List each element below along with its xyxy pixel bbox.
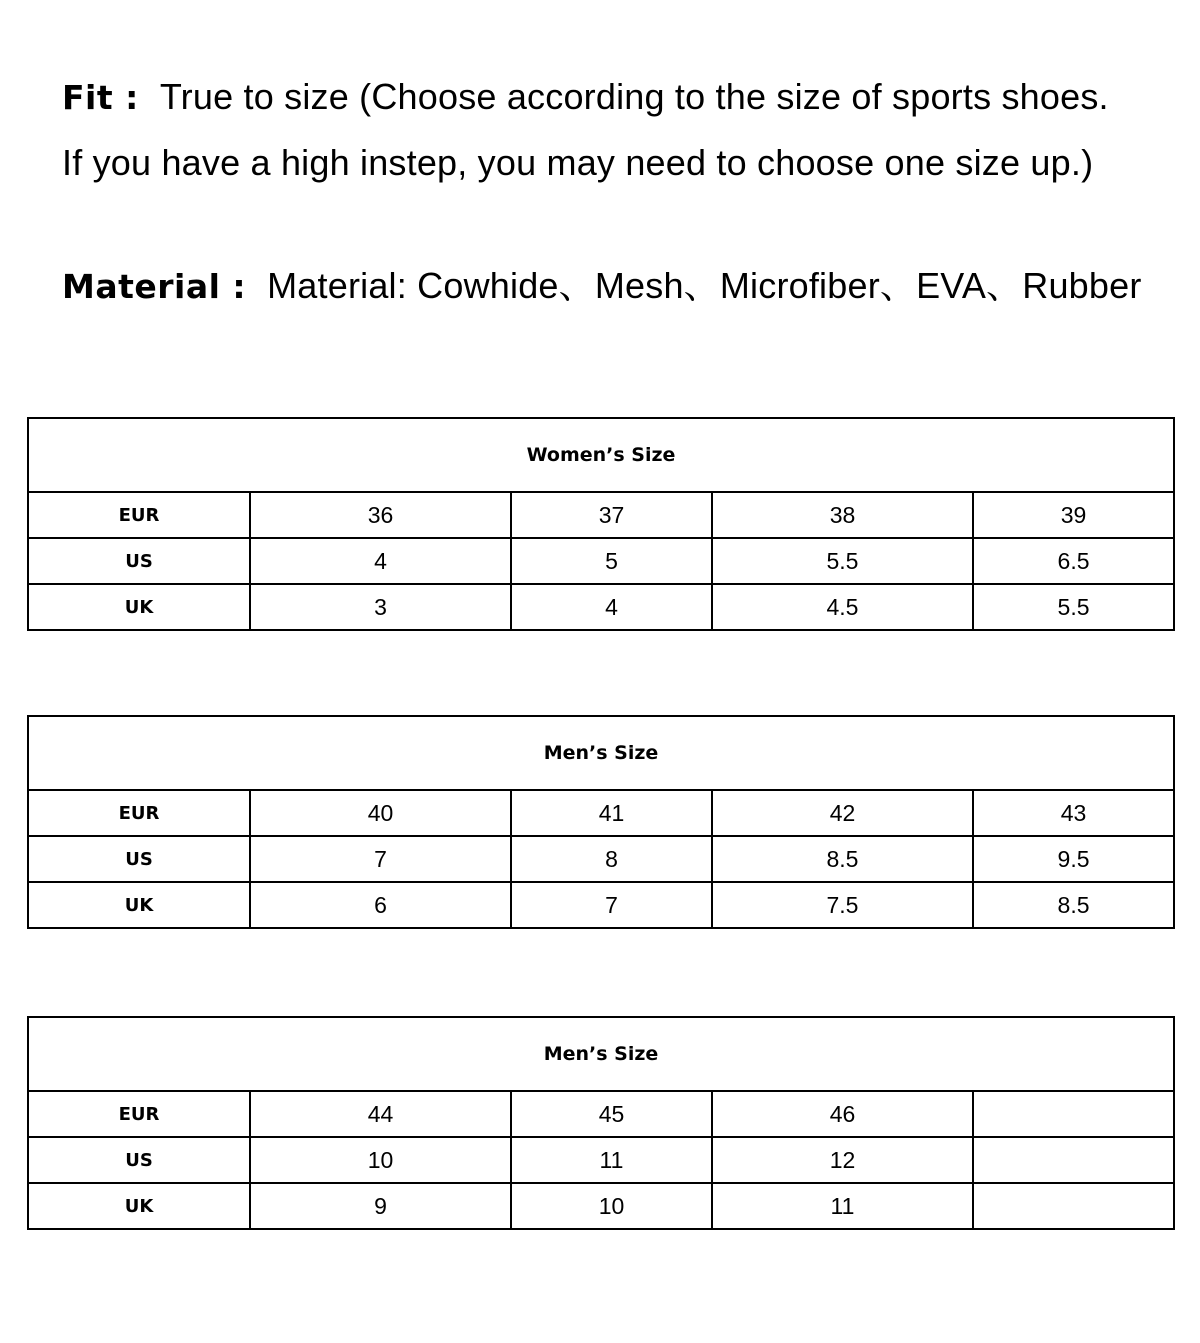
table-title-row <box>28 1017 1174 1091</box>
size-cell: 7.5 <box>712 882 973 928</box>
size-cell: 45 <box>511 1091 712 1137</box>
size-cell: 8 <box>511 836 712 882</box>
table-title: Men’s Size <box>28 1017 1174 1091</box>
table-title-row <box>28 716 1174 790</box>
size-cell: 10 <box>250 1137 511 1183</box>
size-cell: 39 <box>973 492 1174 538</box>
row-label-eur: EUR <box>28 492 250 538</box>
size-cell: 10 <box>511 1183 712 1229</box>
table-row-uk <box>28 584 1174 630</box>
table-row-us <box>28 538 1174 584</box>
size-cell: 4 <box>250 538 511 584</box>
fit-text-line2: If you have a high instep, you may need to choose one size up.) <box>62 142 1094 183</box>
size-cell: 7 <box>250 836 511 882</box>
row-label-us: US <box>28 836 250 882</box>
size-cell: 11 <box>511 1137 712 1183</box>
size-cell: 37 <box>511 492 712 538</box>
row-label-us: US <box>28 1137 250 1183</box>
table-row-eur <box>28 1091 1174 1137</box>
womens-size-table <box>27 417 1175 631</box>
table-row-us <box>28 1137 1174 1183</box>
size-cell: 42 <box>712 790 973 836</box>
size-cell: 12 <box>712 1137 973 1183</box>
table-row-uk <box>28 882 1174 928</box>
mens-size-table-2 <box>27 1016 1175 1230</box>
row-label-uk: UK <box>28 1183 250 1229</box>
size-cell: 5 <box>511 538 712 584</box>
size-cell: 11 <box>712 1183 973 1229</box>
row-label-us: US <box>28 538 250 584</box>
table-row-eur <box>28 492 1174 538</box>
mens-size-table-1 <box>27 715 1175 929</box>
table-title-row <box>28 418 1174 492</box>
table-row-eur <box>28 790 1174 836</box>
size-cell: 3 <box>250 584 511 630</box>
size-cell: 7 <box>511 882 712 928</box>
empty-cell <box>973 1183 1174 1229</box>
size-cell: 5.5 <box>712 538 973 584</box>
table-title: Men’s Size <box>28 716 1174 790</box>
empty-cell <box>973 1091 1174 1137</box>
material-line <box>62 266 1142 307</box>
table-row-uk <box>28 1183 1174 1229</box>
size-cell: 6 <box>250 882 511 928</box>
size-cell: 9 <box>250 1183 511 1229</box>
table-title: Women’s Size <box>28 418 1174 492</box>
fit-line-2 <box>62 143 1093 184</box>
size-cell: 40 <box>250 790 511 836</box>
size-cell: 41 <box>511 790 712 836</box>
size-cell: 9.5 <box>973 836 1174 882</box>
size-cell: 5.5 <box>973 584 1174 630</box>
row-label-uk: UK <box>28 584 250 630</box>
table-row-us <box>28 836 1174 882</box>
empty-cell <box>973 1137 1174 1183</box>
size-cell: 38 <box>712 492 973 538</box>
size-cell: 43 <box>973 790 1174 836</box>
row-label-eur: EUR <box>28 790 250 836</box>
size-cell: 4.5 <box>712 584 973 630</box>
size-cell: 4 <box>511 584 712 630</box>
size-cell: 46 <box>712 1091 973 1137</box>
material-text: Material: Cowhide、Mesh、Microfiber、EVA、Rubber <box>267 265 1142 306</box>
size-cell: 44 <box>250 1091 511 1137</box>
fit-text-line1: True to size (Choose according to the size of sports shoes. <box>159 76 1109 117</box>
material-label: Material : <box>62 267 247 306</box>
fit-label: Fit : <box>62 78 139 117</box>
size-cell: 8.5 <box>712 836 973 882</box>
size-cell: 36 <box>250 492 511 538</box>
fit-line <box>62 77 1109 118</box>
size-cell: 6.5 <box>973 538 1174 584</box>
row-label-eur: EUR <box>28 1091 250 1137</box>
size-cell: 8.5 <box>973 882 1174 928</box>
row-label-uk: UK <box>28 882 250 928</box>
